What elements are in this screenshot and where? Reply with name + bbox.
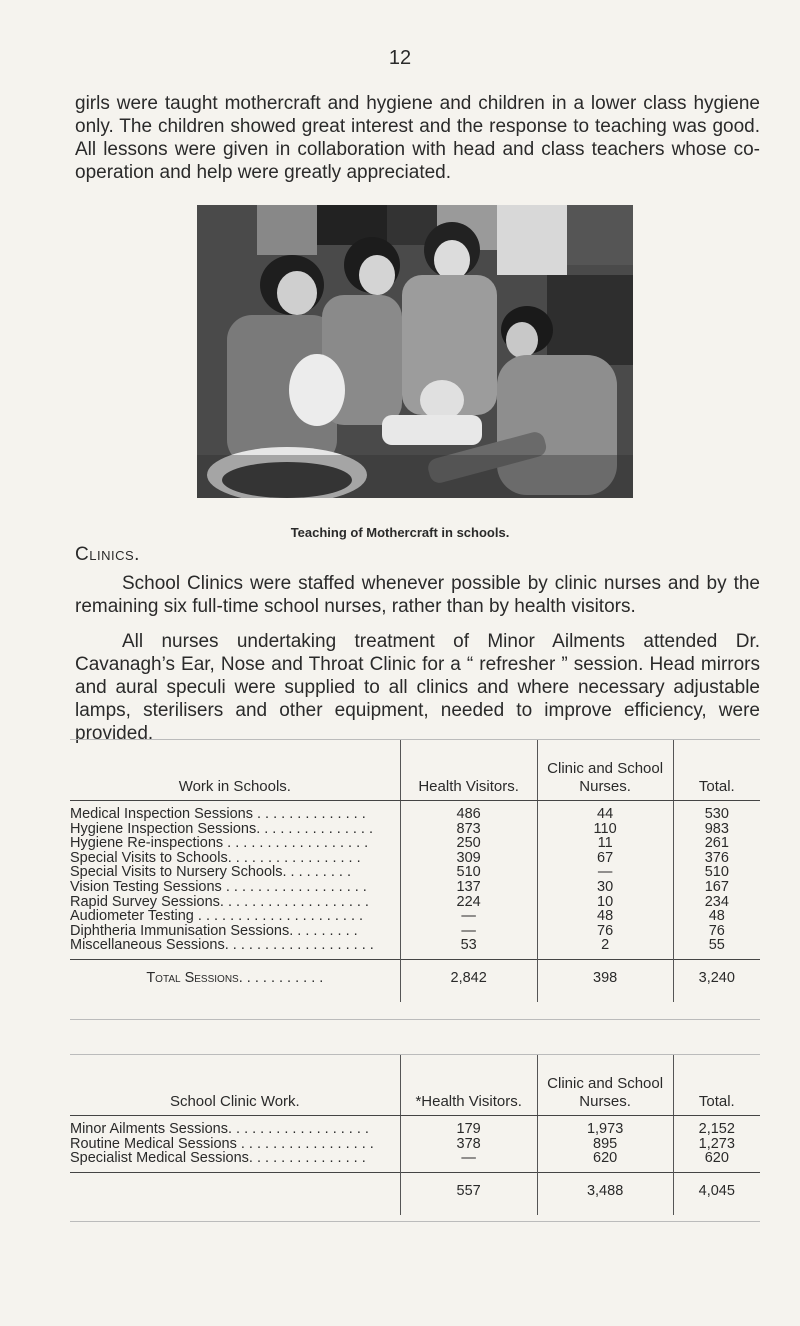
total-cell: 2,842 [400, 959, 537, 1002]
row-label: Miscellaneous Sessions. . . . . . . . . . . . . . . . . . . [70, 938, 374, 953]
row-label: Special Visits to Nursery Schools. . . . . . . . . [70, 865, 351, 880]
cell: 873 [400, 822, 537, 837]
clinics-paragraph: School Clinics were staffed whenever possible by clinic nurses and by the remaining six full-time school nurses, rather than by health visitors. [75, 573, 760, 617]
photo-illustration [197, 205, 633, 498]
cell: 620 [673, 1151, 760, 1166]
total-cell: 4,045 [673, 1172, 760, 1215]
total-cell: 3,488 [537, 1172, 673, 1215]
table-row [70, 807, 760, 822]
column-header: Total. [673, 1055, 760, 1116]
cell: 1,973 [537, 1122, 673, 1137]
row-label: Hygiene Re-inspections . . . . . . . . . . . . . . . . . . [70, 836, 369, 851]
cell: 137 [400, 880, 537, 895]
row-label: Diphtheria Immunisation Sessions. . . . . . . . . [70, 923, 358, 939]
cell: 76 [537, 924, 673, 939]
column-header: School Clinic Work. [70, 1055, 400, 1116]
column-header: Work in Schools. [70, 740, 400, 801]
table-row [70, 924, 760, 939]
column-header: Health Visitors. [400, 740, 537, 801]
cell: 48 [673, 909, 760, 924]
cell: 250 [400, 836, 537, 851]
cell: 10 [537, 895, 673, 910]
table-row [70, 865, 760, 880]
table-header-row [70, 740, 760, 801]
cell: 2 [537, 938, 673, 953]
table-row [70, 822, 760, 837]
cell: 261 [673, 836, 760, 851]
table-row [70, 1122, 760, 1137]
row-label: Minor Ailments Sessions. . . . . . . . . . . . . . . . . . [70, 1122, 369, 1137]
cell: 67 [537, 851, 673, 866]
row-label: Routine Medical Sessions . . . . . . . . . . . . . . . . . [70, 1136, 374, 1152]
cell: 2,152 [673, 1122, 760, 1137]
table-row [70, 938, 760, 953]
cell: 376 [673, 851, 760, 866]
table-row [70, 1137, 760, 1152]
table-row [70, 880, 760, 895]
row-label: Special Visits to Schools. . . . . . . . . . . . . . . . . [70, 850, 361, 866]
total-label: Total Sessions. . . . . . . . . . . [70, 959, 400, 1002]
total-cell: 3,240 [673, 959, 760, 1002]
row-label: Audiometer Testing . . . . . . . . . . . . . . . . . . . . . [70, 909, 364, 924]
cell: 234 [673, 895, 760, 910]
table-row [70, 836, 760, 851]
row-label: Specialist Medical Sessions. . . . . . . . . . . . . . . [70, 1151, 366, 1166]
cell: — [537, 865, 673, 880]
cell: 11 [537, 836, 673, 851]
row-label: Medical Inspection Sessions . . . . . . . . . . . . . . [70, 807, 366, 822]
table-header-row [70, 1055, 760, 1116]
cell: 983 [673, 822, 760, 837]
column-header: Clinic and School Nurses. [537, 740, 673, 801]
cell: 44 [537, 807, 673, 822]
cell: — [400, 1151, 537, 1166]
page-number: 12 [388, 47, 412, 69]
table-top-rule [70, 1054, 760, 1055]
nurses-paragraph: All nurses undertaking treatment of Minor Ailments attended Dr. Cavanagh’s Ear, Nose and Throat Clinic for a “ refresher ” session. Head mirrors and aural speculi were supplied to all clinics and where necessary adjustable lamps, sterilisers and other equipment, needed to improve efficiency, were provided. [75, 631, 760, 744]
cell: 76 [673, 924, 760, 939]
cell: — [400, 909, 537, 924]
row-label: Hygiene Inspection Sessions. . . . . . . . . . . . . . . [70, 821, 374, 837]
table-row [70, 895, 760, 910]
table-bottom-rule [70, 1221, 760, 1222]
table-bottom-rule [70, 1019, 760, 1020]
cell: 1,273 [673, 1137, 760, 1152]
total-row [70, 1172, 760, 1215]
school-clinic-work-table [70, 1055, 760, 1215]
cell: 167 [673, 880, 760, 895]
section-heading: Clinics. [75, 544, 140, 565]
row-label: Vision Testing Sessions . . . . . . . . . . . . . . . . . . [70, 879, 367, 895]
cell: 48 [537, 909, 673, 924]
total-cell: 398 [537, 959, 673, 1002]
cell: — [400, 924, 537, 939]
cell: 224 [400, 895, 537, 910]
cell: 179 [400, 1122, 537, 1137]
intro-paragraph: girls were taught mothercraft and hygiene and children in a lower class hygiene only. The children showed great interest and the response to teaching was good. All lessons were given in collaboration with head and class teachers whose co-operation and help were greatly appreciated. [75, 93, 760, 183]
cell: 53 [400, 938, 537, 953]
total-cell: 557 [400, 1172, 537, 1215]
table-top-rule [70, 739, 760, 740]
work-in-schools-table [70, 740, 760, 1002]
cell: 30 [537, 880, 673, 895]
total-row [70, 959, 760, 1002]
cell: 110 [537, 822, 673, 837]
table-row [70, 909, 760, 924]
cell: 510 [673, 865, 760, 880]
column-header: *Health Visitors. [400, 1055, 537, 1116]
mothercraft-photo [197, 205, 633, 498]
column-header: Total. [673, 740, 760, 801]
row-label: Rapid Survey Sessions. . . . . . . . . . . . . . . . . . . [70, 894, 369, 910]
cell: 55 [673, 938, 760, 953]
cell: 620 [537, 1151, 673, 1166]
photo-caption: Teaching of Mothercraft in schools. [290, 525, 510, 540]
cell: 895 [537, 1137, 673, 1152]
total-label [70, 1172, 400, 1215]
cell: 510 [400, 865, 537, 880]
cell: 309 [400, 851, 537, 866]
column-header: Clinic and School Nurses. [537, 1055, 673, 1116]
table-row [70, 851, 760, 866]
cell: 486 [400, 807, 537, 822]
cell: 378 [400, 1137, 537, 1152]
table-row [70, 1151, 760, 1166]
cell: 530 [673, 807, 760, 822]
